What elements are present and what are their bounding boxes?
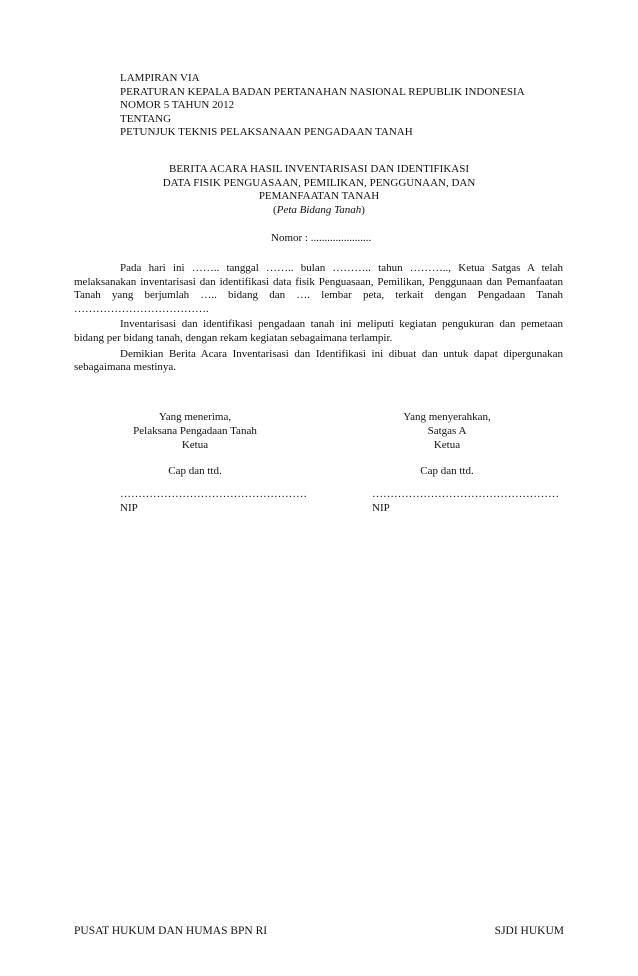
signature-block-giver (372, 410, 522, 478)
footer-left: PUSAT HUKUM DAN HUMAS BPN RI (74, 925, 268, 937)
document-body (74, 262, 563, 377)
header-line-4: TENTANG (120, 112, 172, 125)
body-paragraph-3: Demikian Berita Acara Inventarisasi dan Identifikasi ini dibuat dan untuk dapat dipergunakan sebagaimana mestinya. (74, 347, 563, 374)
title-paren-open: ( (273, 203, 277, 216)
attachment-header (120, 72, 600, 140)
receiver-signature-line: …………………………………………… (120, 488, 307, 500)
body-paragraph-2: Inventarisasi dan identifikasi pengadaan tanah ini meliputi kegiatan pengukuran dan pemetaan bidang per bidang tanah, dengan rekam kegiatan sebagaimana terlampir. (74, 318, 563, 344)
header-line-3: NOMOR 5 TAHUN 2012 (120, 99, 235, 112)
giver-position: Ketua (433, 439, 461, 451)
giver-label: Yang menyerahkan, (403, 411, 491, 423)
title-paren-close: ) (361, 203, 365, 216)
body-paragraph-1: Pada hari ini …….. tanggal …….. bulan ……….. tahun ……….., Ketua Satgas A telah melaksanakan inventarisasi dan identifikasi data fisik Penguasaan, Pemilikan, Penggunaan dan Pemanfaatan Tanah yang berjumlah ….. bidang dan …. lembar peta, terkait dengan Pengadaan Tanah ………………………………. (74, 262, 563, 315)
giver-nip: NIP (372, 502, 390, 514)
title-subtitle: Peta Bidang Tanah (276, 203, 362, 216)
signature-block-receiver (120, 410, 270, 478)
receiver-role: Pelaksana Pengadaan Tanah (133, 425, 257, 437)
header-line-2: PERATURAN KEPALA BADAN PERTANAHAN NASIONAL REPUBLIK INDONESIA (120, 85, 525, 98)
receiver-label: Yang menerima, (158, 411, 232, 423)
title-line-1: BERITA ACARA HASIL INVENTARISASI DAN IDENTIFIKASI (168, 163, 470, 175)
document-number: Nomor : ...................... (271, 232, 372, 244)
giver-role: Satgas A (427, 425, 467, 437)
title-line-4 (0, 204, 638, 218)
title-line-2: DATA FISIK PENGUASAAN, PEMILIKAN, PENGGUNAAN, DAN (162, 176, 476, 189)
footer-right: SJDI HUKUM (494, 925, 564, 937)
title-line-3: PEMANFAATAN TANAH (258, 190, 380, 203)
giver-stamp: Cap dan ttd. (420, 465, 474, 477)
receiver-nip: NIP (120, 502, 138, 514)
header-line-5: PETUNJUK TEKNIS PELAKSANAAN PENGADAAN TANAH (120, 126, 413, 139)
giver-signature-line: …………………………………………… (372, 488, 559, 500)
document-title (0, 163, 638, 217)
header-line-1: LAMPIRAN VIA (120, 72, 200, 84)
receiver-stamp: Cap dan ttd. (168, 465, 222, 477)
receiver-position: Ketua (181, 439, 209, 451)
